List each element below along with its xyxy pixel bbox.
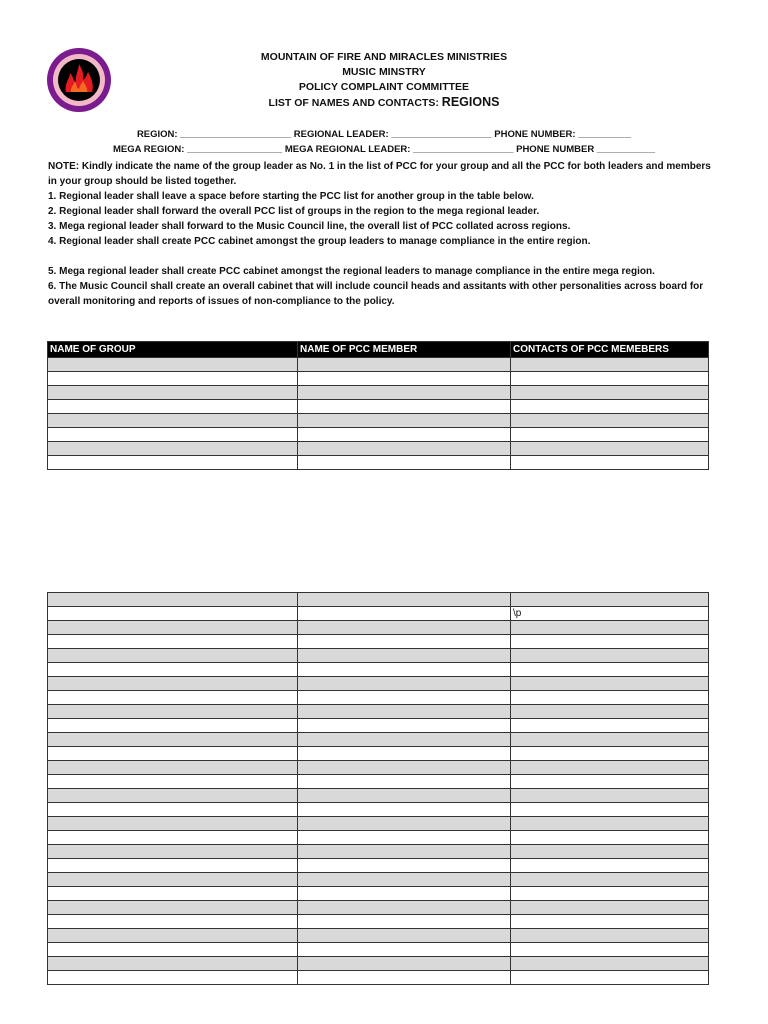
header-member-contacts: CONTACTS OF PCC MEMEBERS: [511, 342, 709, 358]
cell-member-name[interactable]: [298, 593, 511, 607]
cell-member-name[interactable]: [298, 845, 511, 859]
cell-member-name[interactable]: [298, 621, 511, 635]
note-text: NOTE: Kindly indicate the name of the group leader as No. 1 in the list of PCC for your group and all the PCC for both leaders and members in your group should be listed together.: [48, 161, 711, 187]
cell-member-name[interactable]: [298, 971, 511, 985]
cell-member-contacts[interactable]: [511, 442, 709, 456]
table-row: [48, 677, 709, 691]
cell-member-name[interactable]: [298, 663, 511, 677]
cell-member-contacts[interactable]: [511, 719, 709, 733]
pcc-table-bottom: [47, 592, 709, 985]
cell-member-name[interactable]: [298, 873, 511, 887]
cell-member-contacts[interactable]: [511, 733, 709, 747]
cell-group-name[interactable]: [48, 358, 298, 372]
cell-member-contacts[interactable]: [511, 817, 709, 831]
cell-group-name[interactable]: [48, 607, 298, 621]
table-row: [48, 372, 709, 386]
cell-member-name[interactable]: [298, 442, 511, 456]
cell-member-contacts[interactable]: [511, 859, 709, 873]
instruction-3: 3. Mega regional leader shall forward to the Music Council line, the overall list of PCC collated across regions.: [48, 221, 571, 232]
cell-member-name[interactable]: [298, 747, 511, 761]
cell-member-name[interactable]: [298, 817, 511, 831]
table-row: [48, 887, 709, 901]
cell-group-name[interactable]: [48, 428, 298, 442]
table-row: [48, 691, 709, 705]
table-row: [48, 428, 709, 442]
cell-group-name[interactable]: [48, 719, 298, 733]
table-row: [48, 873, 709, 887]
instruction-1: 1. Regional leader shall leave a space before starting the PCC list for another group in the table below.: [48, 191, 534, 202]
cell-member-contacts[interactable]: [511, 901, 709, 915]
cell-member-contacts[interactable]: [511, 971, 709, 985]
cell-member-name[interactable]: [298, 901, 511, 915]
cell-group-name[interactable]: [48, 414, 298, 428]
cell-member-contacts[interactable]: [511, 621, 709, 635]
committee-name: POLICY COMPLAINT COMMITTEE: [298, 81, 470, 93]
table-row: [48, 761, 709, 775]
table-header-row: [48, 342, 709, 358]
table-row: [48, 621, 709, 635]
cell-member-name[interactable]: [298, 733, 511, 747]
cell-group-name[interactable]: [48, 957, 298, 971]
cell-member-name[interactable]: [298, 649, 511, 663]
cell-member-name[interactable]: [298, 929, 511, 943]
document-header: [0, 50, 768, 111]
cell-group-name[interactable]: [48, 775, 298, 789]
cell-group-name[interactable]: [48, 747, 298, 761]
cell-member-contacts[interactable]: [511, 803, 709, 817]
cell-member-contacts[interactable]: [511, 372, 709, 386]
cell-group-name[interactable]: [48, 386, 298, 400]
title-emphasis: REGIONS: [441, 95, 500, 109]
table-row: [48, 943, 709, 957]
cell-member-contacts[interactable]: [511, 649, 709, 663]
cell-member-name[interactable]: [298, 831, 511, 845]
table-row: [48, 733, 709, 747]
pcc-table-top: [47, 341, 709, 470]
cell-member-contacts[interactable]: [511, 887, 709, 901]
cell-group-name[interactable]: [48, 621, 298, 635]
cell-member-contacts[interactable]: [511, 663, 709, 677]
table-row: [48, 845, 709, 859]
cell-member-contacts[interactable]: [511, 761, 709, 775]
cell-member-name[interactable]: [298, 943, 511, 957]
cell-member-name[interactable]: [298, 400, 511, 414]
table-row: [48, 649, 709, 663]
cell-group-name[interactable]: [48, 873, 298, 887]
cell-member-contacts[interactable]: [511, 400, 709, 414]
instruction-4: 4. Regional leader shall create PCC cabinet amongst the group leaders to manage compliance in the entire region.: [48, 236, 591, 247]
table-row: [48, 915, 709, 929]
cell-group-name[interactable]: [48, 789, 298, 803]
table-row: [48, 817, 709, 831]
cell-group-name[interactable]: [48, 803, 298, 817]
cell-member-name[interactable]: [298, 789, 511, 803]
table-row: [48, 705, 709, 719]
cell-member-contacts[interactable]: [511, 929, 709, 943]
cell-member-contacts[interactable]: [511, 943, 709, 957]
cell-group-name[interactable]: [48, 887, 298, 901]
cell-group-name[interactable]: [48, 691, 298, 705]
org-name: MOUNTAIN OF FIRE AND MIRACLES MINISTRIES: [260, 51, 508, 63]
cell-group-name[interactable]: [48, 635, 298, 649]
cell-group-name[interactable]: [48, 859, 298, 873]
table-row: [48, 901, 709, 915]
cell-member-contacts[interactable]: [511, 358, 709, 372]
cell-member-contacts[interactable]: [511, 691, 709, 705]
cell-group-name[interactable]: [48, 400, 298, 414]
cell-member-contacts[interactable]: \p: [511, 607, 709, 621]
cell-group-name[interactable]: [48, 649, 298, 663]
cell-member-name[interactable]: [298, 803, 511, 817]
cell-member-contacts[interactable]: [511, 705, 709, 719]
table-row: [48, 803, 709, 817]
mega-region-fields: MEGA REGION: __________________ MEGA REGIONAL LEADER: ___________________ PHONE NUMBER ___________: [113, 144, 655, 155]
cell-group-name[interactable]: [48, 442, 298, 456]
cell-member-contacts[interactable]: [511, 831, 709, 845]
cell-group-name[interactable]: [48, 733, 298, 747]
ministry-name: MUSIC MINSTRY: [342, 66, 426, 78]
cell-member-contacts[interactable]: [511, 428, 709, 442]
table-row: [48, 386, 709, 400]
table-row: [48, 635, 709, 649]
cell-member-contacts[interactable]: [511, 386, 709, 400]
cell-member-name[interactable]: [298, 372, 511, 386]
cell-member-contacts[interactable]: [511, 456, 709, 470]
cell-member-name[interactable]: [298, 414, 511, 428]
instruction-6: 6. The Music Council shall create an overall cabinet that will include council heads and assitants with other personalities across board for overall monitoring and reports of issues of non-compliance to the policy.: [48, 281, 704, 307]
cell-group-name[interactable]: [48, 901, 298, 915]
cell-member-name[interactable]: [298, 719, 511, 733]
table-row: [48, 607, 709, 621]
cell-group-name[interactable]: [48, 705, 298, 719]
cell-member-contacts[interactable]: [511, 845, 709, 859]
cell-member-name[interactable]: [298, 358, 511, 372]
cell-group-name[interactable]: [48, 929, 298, 943]
cell-group-name[interactable]: [48, 663, 298, 677]
cell-member-name[interactable]: [298, 691, 511, 705]
cell-group-name[interactable]: [48, 761, 298, 775]
table-row: [48, 400, 709, 414]
cell-member-name[interactable]: [298, 859, 511, 873]
instruction-5: 5. Mega regional leader shall create PCC cabinet amongst the regional leaders to manage compliance in the entire mega region.: [48, 266, 655, 277]
title-prefix: LIST OF NAMES AND CONTACTS:: [268, 97, 442, 109]
cell-member-contacts[interactable]: [511, 775, 709, 789]
cell-member-contacts[interactable]: [511, 957, 709, 971]
cell-member-name[interactable]: [298, 428, 511, 442]
cell-member-name[interactable]: [298, 957, 511, 971]
table-row: [48, 719, 709, 733]
cell-group-name[interactable]: [48, 915, 298, 929]
cell-member-name[interactable]: [298, 386, 511, 400]
table-row: [48, 929, 709, 943]
cell-group-name[interactable]: [48, 971, 298, 985]
table-row: [48, 663, 709, 677]
header-group-name: NAME OF GROUP: [48, 342, 298, 358]
cell-member-contacts[interactable]: [511, 677, 709, 691]
cell-member-name[interactable]: [298, 775, 511, 789]
cell-member-name[interactable]: [298, 635, 511, 649]
cell-member-name[interactable]: [298, 705, 511, 719]
cell-group-name[interactable]: [48, 817, 298, 831]
table-row: [48, 414, 709, 428]
table-row: [48, 456, 709, 470]
cell-member-contacts[interactable]: [511, 414, 709, 428]
cell-group-name[interactable]: [48, 845, 298, 859]
table-row: [48, 831, 709, 845]
region-fields: REGION: _____________________ REGIONAL LEADER: ___________________ PHONE NUMBER: __________: [136, 129, 632, 140]
table-row: [48, 775, 709, 789]
document-title: [0, 95, 768, 111]
cell-group-name[interactable]: [48, 372, 298, 386]
table-row: [48, 593, 709, 607]
cell-group-name[interactable]: [48, 456, 298, 470]
cell-group-name[interactable]: [48, 593, 298, 607]
table-row: [48, 859, 709, 873]
cell-member-name[interactable]: [298, 915, 511, 929]
cell-member-contacts[interactable]: [511, 873, 709, 887]
cell-member-name[interactable]: [298, 761, 511, 775]
header-member-name: NAME OF PCC MEMBER: [298, 342, 511, 358]
table-row: [48, 957, 709, 971]
cell-member-name[interactable]: [298, 456, 511, 470]
cell-member-contacts[interactable]: [511, 593, 709, 607]
table-row: [48, 789, 709, 803]
cell-group-name[interactable]: [48, 943, 298, 957]
cell-member-name[interactable]: [298, 677, 511, 691]
cell-member-contacts[interactable]: [511, 915, 709, 929]
table-row: [48, 358, 709, 372]
cell-group-name[interactable]: [48, 677, 298, 691]
cell-member-contacts[interactable]: [511, 747, 709, 761]
cell-member-contacts[interactable]: [511, 789, 709, 803]
cell-member-contacts[interactable]: [511, 635, 709, 649]
instruction-2: 2. Regional leader shall forward the overall PCC list of groups in the region to the mega regional leader.: [48, 206, 540, 217]
cell-member-name[interactable]: [298, 887, 511, 901]
cell-member-name[interactable]: [298, 607, 511, 621]
cell-group-name[interactable]: [48, 831, 298, 845]
table-row: [48, 442, 709, 456]
table-row: [48, 747, 709, 761]
instructions: [48, 159, 718, 309]
table-row: [48, 971, 709, 985]
